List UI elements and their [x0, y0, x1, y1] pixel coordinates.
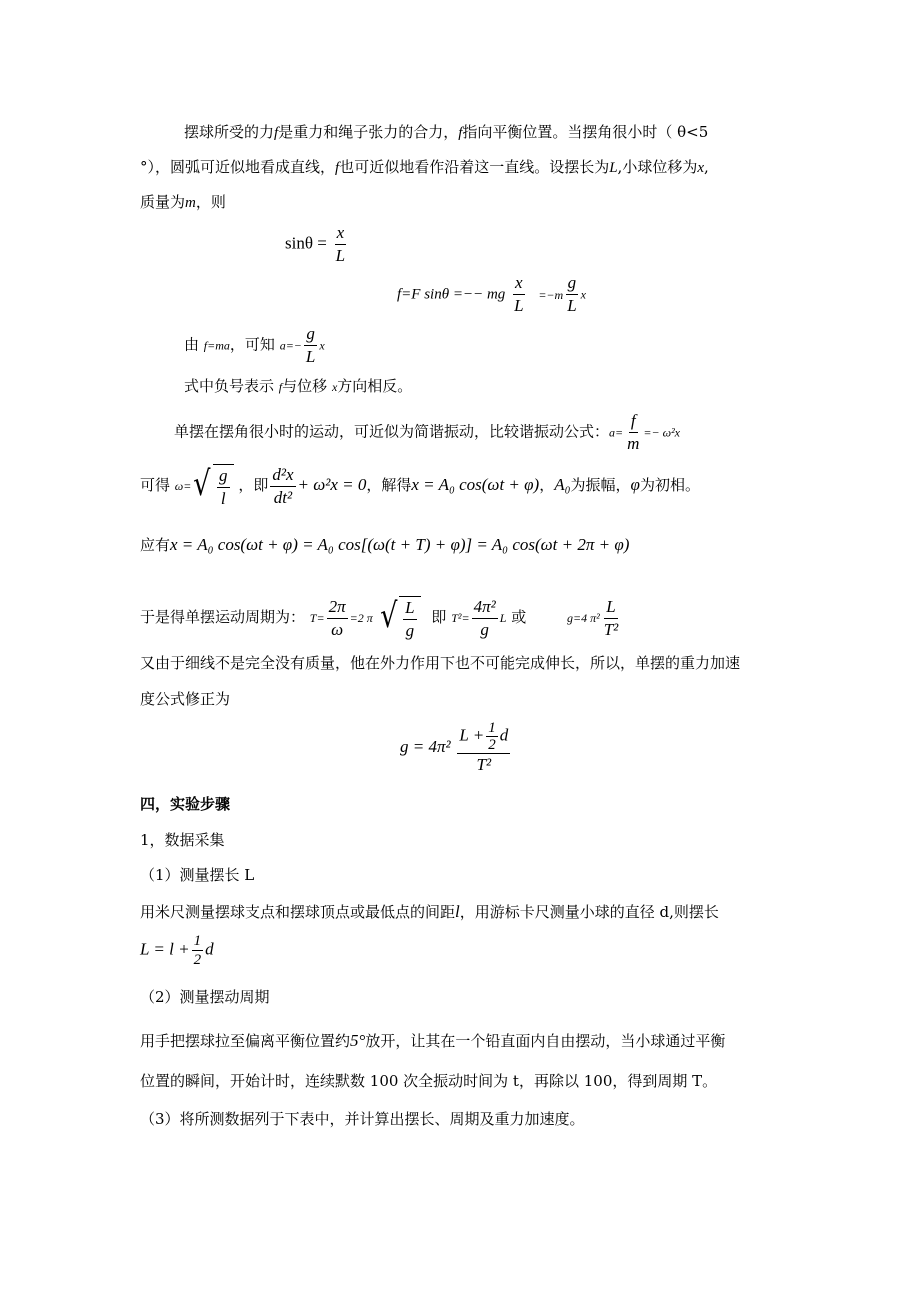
L-formula — [140, 932, 214, 969]
numerator: x — [335, 222, 347, 245]
denominator: g — [405, 621, 415, 640]
section-heading — [140, 793, 230, 815]
step-1 — [140, 829, 225, 851]
text: 是重力和绳子张力的合力， — [278, 123, 459, 141]
denominator: T² — [603, 619, 619, 639]
eq-text: L — [499, 611, 507, 625]
numerator: g — [566, 272, 579, 295]
eq-text: x = A₀ cos(ωt + φ) — [411, 475, 540, 494]
eq-text: sinθ = — [285, 233, 327, 253]
eq-text: f=ma — [203, 338, 230, 353]
fraction — [512, 272, 525, 317]
text: 于是得单摆运动周期为： — [140, 608, 306, 626]
denominator: ω — [331, 619, 344, 639]
eq-text: f=F sinθ =−− mg — [397, 286, 506, 303]
shm-line — [174, 410, 680, 455]
periodicity-line — [140, 534, 629, 556]
denominator: dt² — [273, 487, 293, 507]
denominator: T² — [476, 755, 492, 774]
var-f: f — [274, 125, 279, 141]
text: 摆球所受的力 — [184, 123, 275, 141]
var-l: l — [455, 902, 460, 921]
numerator: 2π — [327, 596, 348, 619]
denominator: g — [480, 619, 489, 639]
para1-line3 — [140, 191, 226, 214]
eq-text: φ — [630, 475, 640, 494]
numerator: 1 — [193, 933, 202, 949]
numerator: g — [304, 323, 317, 346]
half-fraction — [486, 720, 498, 753]
eq-text: =−m — [538, 287, 564, 302]
text: ，可知 — [229, 335, 275, 354]
fraction — [602, 596, 621, 641]
numerator: d²x — [270, 464, 295, 487]
text: 与位移 — [282, 377, 328, 395]
text: 单摆在摆角很小时的运动，可近似为简谐振动，比较谐振动公式： — [174, 422, 610, 441]
text: 用手把摆球拉至偏离平衡位置约 — [140, 1032, 351, 1050]
eq-sin — [285, 222, 349, 267]
text: 质量为 — [140, 193, 186, 211]
text: 位置的瞬间，开始计时，连续默数 100 次全振动时间为 t，再除以 100，得到周期 T。 — [140, 1072, 718, 1090]
var-x: x — [331, 380, 338, 394]
eq-text: a= — [609, 425, 624, 440]
fraction — [304, 323, 317, 368]
correction-line2 — [140, 688, 230, 710]
sqrt — [378, 594, 421, 642]
text: 应有 — [140, 536, 171, 554]
text: 放开，让其在一个铅直面内自由摆动，当小球通过平衡 — [365, 1032, 726, 1050]
denominator: L — [305, 347, 316, 366]
var-f: f — [458, 125, 463, 141]
text: 1，数据采集 — [140, 831, 225, 849]
step-1-2-text2 — [140, 1070, 717, 1092]
var-L: L — [609, 160, 618, 176]
fraction — [565, 272, 578, 317]
text: 也可近似地看作沿着这一直线。设摆长为 — [339, 158, 610, 176]
text: ，解得 — [366, 476, 412, 494]
numerator: 1 — [488, 720, 496, 736]
numerator: L — [604, 596, 617, 619]
denominator: m — [627, 434, 640, 453]
fraction — [457, 720, 510, 776]
numerator: f — [629, 410, 638, 433]
var-f: f — [278, 380, 283, 394]
fraction — [403, 597, 416, 642]
text: ，即 — [238, 476, 269, 494]
eq-text: x = A₀ cos(ωt + φ) = A₀ cos[(ω(t + T) + φ)] = A₀ cos(ωt + 2π + φ) — [170, 535, 630, 554]
eq-force — [397, 272, 586, 317]
text: ，用游标卡尺测量小球的直径 d,则摆长 — [459, 903, 719, 921]
numerator — [457, 720, 510, 754]
text: 指向平衡位置。当摆角很小时（ θ<5 — [462, 123, 709, 141]
heading: 四，实验步骤 — [140, 795, 231, 813]
var-m: m — [185, 195, 196, 211]
step-1-2 — [140, 986, 270, 1008]
eq-text: x — [319, 338, 325, 353]
radical-icon: √ — [379, 596, 398, 636]
text: （2）测量摆动周期 — [140, 988, 270, 1006]
text: （1）测量摆长 L — [140, 866, 255, 884]
para1-line2 — [140, 156, 709, 179]
text: 为振幅， — [570, 476, 631, 494]
step-1-1 — [140, 864, 254, 886]
text: °），圆弧可近似地看成直线， — [140, 158, 336, 176]
text: ,小球位移为 — [617, 158, 698, 176]
var-x: x — [697, 160, 704, 176]
denominator: 2 — [488, 737, 496, 753]
fraction — [192, 932, 204, 969]
text: 用米尺测量摆球支点和摆球顶点或最低点的间距 — [140, 903, 456, 921]
eq-text: =2 π — [349, 611, 373, 625]
correction-line1 — [140, 652, 740, 674]
eq-text: d — [499, 725, 509, 745]
step-1-2-text1 — [140, 1030, 725, 1052]
numerator: g — [217, 465, 230, 488]
text: ，则 — [195, 193, 226, 211]
numerator: x — [513, 272, 525, 295]
denominator: L — [335, 246, 346, 265]
radical-icon: √ — [193, 464, 211, 504]
denominator: 2 — [193, 952, 202, 968]
fraction — [217, 465, 230, 510]
eq-text: T²= — [451, 611, 470, 625]
neg-sign-line — [184, 375, 412, 398]
eq-text: =− ω²x — [643, 425, 680, 440]
step-1-1-text — [140, 901, 719, 923]
text: 度公式修正为 — [140, 690, 231, 708]
step-1-3 — [140, 1108, 585, 1130]
var-f: f — [335, 160, 340, 176]
sqrt — [191, 462, 233, 510]
text: 又由于细线不是完全没有质量，他在外力作用下也不可能完成伸长，所以，单摆的重力加速 — [140, 654, 741, 672]
eq-text: x — [580, 287, 586, 302]
denominator: l — [220, 489, 226, 508]
text: , — [704, 158, 709, 176]
fraction — [327, 596, 348, 641]
from-fma — [184, 323, 325, 368]
eq-text: L + — [459, 725, 485, 745]
fraction — [270, 464, 295, 509]
eq-text: g = 4π² — [400, 737, 451, 756]
text: 式中负号表示 — [184, 377, 275, 395]
numerator: L — [403, 597, 416, 620]
fraction — [472, 596, 498, 641]
fraction — [334, 222, 347, 267]
eq-text: L = l + — [140, 939, 190, 959]
eq-text: g=4 π² — [566, 611, 600, 625]
eq-text: A₀ — [554, 475, 571, 494]
para1-line1 — [184, 121, 708, 144]
eq-text: a=− — [279, 338, 302, 353]
text: 可得 — [140, 476, 171, 494]
eq-text: d — [205, 939, 214, 959]
text: 或 — [511, 608, 527, 626]
eq-text: 5° — [350, 1031, 366, 1050]
denominator: L — [514, 296, 524, 315]
eq-text: T= — [309, 611, 325, 625]
numerator: 4π² — [472, 596, 498, 619]
text: 为初相。 — [639, 476, 700, 494]
text: 方向相反。 — [337, 377, 413, 395]
text: 即 — [431, 608, 447, 626]
eq-text: + ω²x = 0 — [297, 475, 367, 494]
eq-text: ω= — [174, 479, 192, 493]
fraction — [625, 410, 641, 455]
period-line — [140, 594, 622, 642]
text: 由 — [184, 335, 200, 354]
denominator: L — [567, 296, 577, 315]
g-formula — [400, 720, 512, 776]
omega-line — [140, 462, 700, 510]
text: ， — [539, 476, 555, 494]
text: （3）将所测数据列于下表中，并计算出摆长、周期及重力加速度。 — [140, 1110, 585, 1128]
